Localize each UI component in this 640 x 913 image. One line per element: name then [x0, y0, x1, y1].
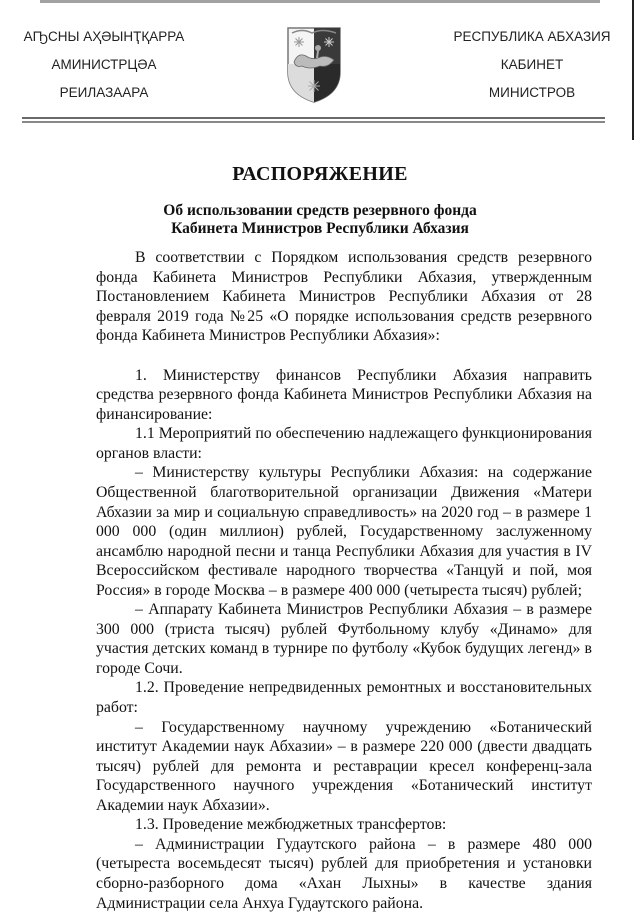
- document-subject: [0, 202, 640, 238]
- letterhead-left-line-3: РЕИЛАЗААРА: [59, 85, 149, 100]
- item-1-1-paragraph: 1.1 Мероприятий по обеспечению надлежащего функционирования органов власти:: [96, 425, 592, 462]
- item-1-1-b-paragraph: – Аппарату Кабинета Министров Республики Абхазия – в размере 300 000 (триста тысяч) рублей Футбольному клубу «Динамо» для участия детских команд в турнире по футболу «Кубок будущих легенд» в городе Сочи.: [96, 601, 592, 677]
- letterhead-right-line-2: КАБИНЕТ: [500, 57, 564, 72]
- letterhead-right-line-3: МИНИСТРОВ: [488, 85, 576, 100]
- item-1-3-a-paragraph: – Администрации Гудаутского района – в размере 480 000 (четыреста восемьдесят тысяч) рублей для приобретения и установки сборно-разборного дома «Ахан Лыхны» в качестве здания Администрации села Анхуа Гудаутского района.: [96, 835, 592, 912]
- letterhead-left-line-1: АҦСНЫ АҲӘЫНҬҚАРРА: [23, 29, 185, 44]
- letterhead-left-line-2: АМИНИСТРЦӘА: [51, 57, 157, 72]
- scan-edge-top: [40, 0, 600, 3]
- coat-of-arms-icon: [284, 24, 344, 104]
- scan-edge-right: [632, 0, 634, 140]
- letterhead-right-russian: [432, 28, 632, 112]
- item-1-2-a-paragraph: – Государственному научному учреждению «Ботанический институт Академии наук Абхазии» – в размере 220 000 (двести двадцать тысяч) рублей для ремонта и реставрации кресел конференц-зала Государственного научного учреждения «Ботанический институт Академии наук Абхазии».: [96, 718, 592, 814]
- item-1-2-paragraph: 1.2. Проведение непредвиденных ремонтных и восстановительных работ:: [96, 679, 592, 717]
- item-1-1-a-paragraph: – Министерству культуры Республики Абхазия: на содержание Общественной благотворительной организации Движения «Матери Абхазии за мир и социальную справедливость» на 2020 год – в размере 1 000 000 (один миллион) рублей, Государственному заслуженному ансамблю народной песни и танца Республики Абхазия для участия в IV Всероссийском фестивале народного творчества «Танцуй и пой, моя Россия» в городе Москва – в размере 400 000 (четыреста тысяч) рублей;: [96, 464, 592, 599]
- item-1-paragraph: 1. Министерству финансов Республики Абхазия направить средства резервного фонда Кабинета Министров Республики Абхазия на финансирование:: [96, 366, 592, 423]
- preamble-paragraph: В соответствии с Порядком использования средств резервного фонда Кабинета Министров Республики Абхазия, утвержденным Постановлением Кабинета Министров Республики Абхазия от 28 февраля 2019 года №25 «О порядке использования средств резервного фонда Кабинета Министров Республики Абхазия»:: [96, 249, 592, 345]
- subject-line-2: Кабинета Министров Республики Абхазия: [171, 220, 469, 237]
- document-body: [96, 248, 592, 913]
- letterhead-right-line-1: РЕСПУБЛИКА АБХАЗИЯ: [453, 29, 611, 44]
- subject-line-1: Об использовании средств резервного фонда: [163, 202, 477, 219]
- letterhead-divider-bottom: [22, 121, 605, 123]
- letterhead-divider-top: [22, 117, 605, 119]
- letterhead-left-abkhaz: [4, 28, 204, 112]
- item-1-3-paragraph: 1.3. Проведение межбюджетных трансфертов:: [135, 816, 447, 834]
- document-type-title: РАСПОРЯЖЕНИЕ: [232, 163, 408, 185]
